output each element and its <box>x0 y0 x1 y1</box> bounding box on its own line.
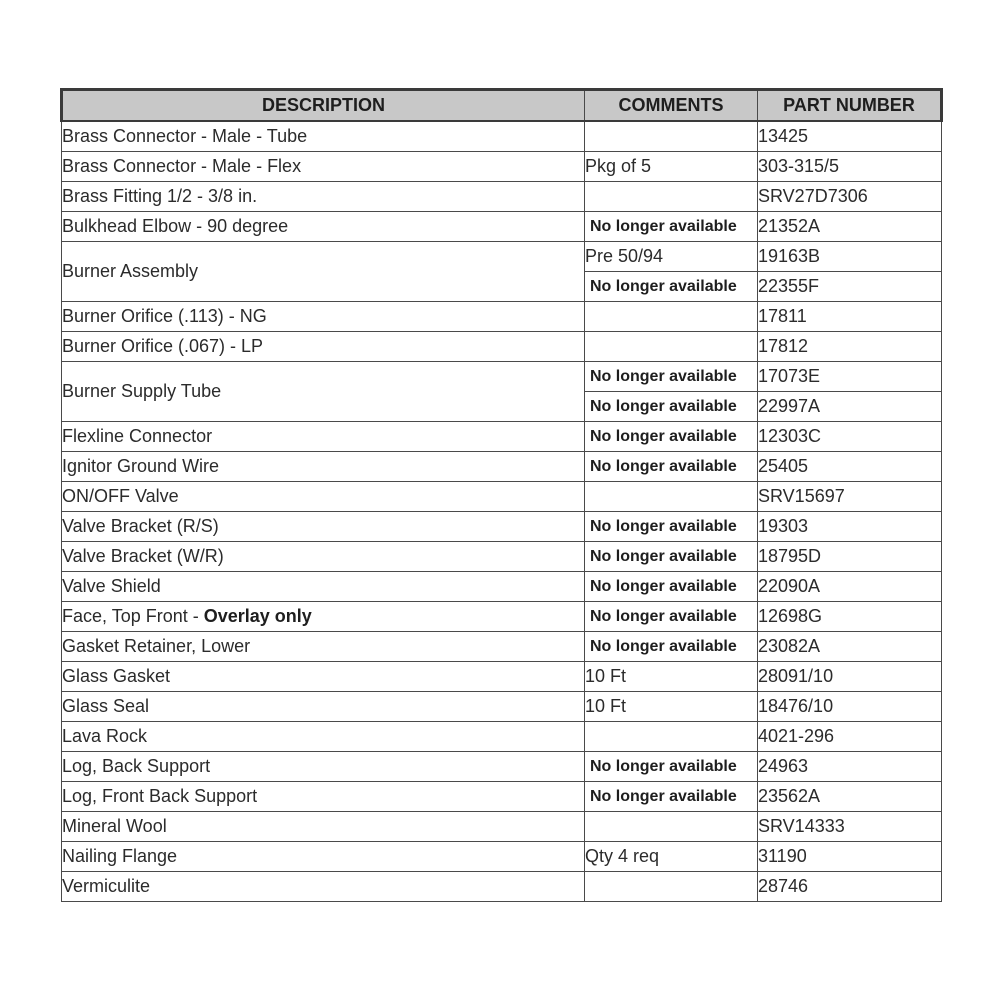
description-cell <box>62 452 585 482</box>
comment-cell-unavailable: No longer available <box>585 632 758 662</box>
table-row <box>62 422 942 452</box>
description-cell <box>62 842 585 872</box>
comment-cell <box>585 302 758 332</box>
part-number-cell: 17811 <box>758 302 942 332</box>
comment-cell-unavailable: No longer available <box>585 512 758 542</box>
comment-cell: Pkg of 5 <box>585 152 758 182</box>
part-number-cell: 303-315/5 <box>758 152 942 182</box>
description-text: Ignitor Ground Wire <box>62 456 220 476</box>
description-text: Glass Gasket <box>62 666 171 686</box>
part-number-cell: 23082A <box>758 632 942 662</box>
description-text: Glass Seal <box>62 696 150 716</box>
header-description: DESCRIPTION <box>62 90 585 122</box>
comment-cell <box>585 722 758 752</box>
description-text: Burner Orifice (.067) - LP <box>62 336 264 356</box>
description-cell <box>62 752 585 782</box>
comment-cell <box>585 872 758 902</box>
part-number-cell: 28091/10 <box>758 662 942 692</box>
table-row <box>62 452 942 482</box>
table-row <box>62 842 942 872</box>
comment-cell-unavailable: No longer available <box>585 422 758 452</box>
comment-cell-unavailable: No longer available <box>585 752 758 782</box>
table-row <box>62 752 942 782</box>
part-number-cell: 12303C <box>758 422 942 452</box>
description-text: ON/OFF Valve <box>62 486 179 506</box>
description-cell <box>62 632 585 662</box>
parts-table <box>60 88 943 902</box>
part-number-cell: 4021-296 <box>758 722 942 752</box>
table-row <box>62 512 942 542</box>
description-cell <box>62 662 585 692</box>
description-text: Gasket Retainer, Lower <box>62 636 251 656</box>
description-cell <box>62 422 585 452</box>
part-number-cell: 13425 <box>758 121 942 152</box>
part-number-cell: 22090A <box>758 572 942 602</box>
description-text: Vermiculite <box>62 876 151 896</box>
comment-cell-unavailable: No longer available <box>585 452 758 482</box>
comment-cell <box>585 812 758 842</box>
description-text: Face, Top Front - <box>62 606 204 626</box>
part-number-cell: 31190 <box>758 842 942 872</box>
description-cell <box>62 242 585 302</box>
description-cell <box>62 362 585 422</box>
table-row <box>62 632 942 662</box>
table-row <box>62 812 942 842</box>
part-number-cell: 23562A <box>758 782 942 812</box>
description-text: Burner Orifice (.113) - NG <box>62 306 267 326</box>
part-number-cell: 18476/10 <box>758 692 942 722</box>
description-cell <box>62 542 585 572</box>
table-row <box>62 212 942 242</box>
table-row <box>62 152 942 182</box>
description-text: Lava Rock <box>62 726 148 746</box>
description-text: Bulkhead Elbow - 90 degree <box>62 216 289 236</box>
description-text: Mineral Wool <box>62 816 167 836</box>
comment-cell-unavailable: No longer available <box>585 362 758 392</box>
header-row <box>62 90 942 122</box>
description-cell <box>62 302 585 332</box>
part-number-cell: 19303 <box>758 512 942 542</box>
comment-cell <box>585 182 758 212</box>
header-part-number: PART NUMBER <box>758 90 942 122</box>
description-cell <box>62 512 585 542</box>
comment-cell <box>585 482 758 512</box>
description-cell <box>62 872 585 902</box>
table-row <box>62 182 942 212</box>
description-text: Nailing Flange <box>62 846 178 866</box>
comment-cell: Qty 4 req <box>585 842 758 872</box>
table-row <box>62 872 942 902</box>
table-body <box>62 121 942 902</box>
table-row <box>62 572 942 602</box>
part-number-cell: 25405 <box>758 452 942 482</box>
description-bold-text: Overlay only <box>203 606 312 626</box>
comment-cell-unavailable: No longer available <box>585 212 758 242</box>
description-cell <box>62 602 585 632</box>
description-cell <box>62 152 585 182</box>
part-number-cell: 17073E <box>758 362 942 392</box>
description-cell <box>62 722 585 752</box>
comment-cell-unavailable: No longer available <box>585 602 758 632</box>
description-cell <box>62 182 585 212</box>
description-text: Brass Connector - Male - Flex <box>62 156 302 176</box>
part-number-cell: 21352A <box>758 212 942 242</box>
part-number-cell: 24963 <box>758 752 942 782</box>
table-row <box>62 542 942 572</box>
part-number-cell: 22355F <box>758 272 942 302</box>
part-number-cell: 17812 <box>758 332 942 362</box>
description-cell <box>62 572 585 602</box>
description-text: Brass Fitting 1/2 - 3/8 in. <box>62 186 258 206</box>
table-row <box>62 722 942 752</box>
header-comments: COMMENTS <box>585 90 758 122</box>
comment-cell: Pre 50/94 <box>585 242 758 272</box>
description-text: Valve Bracket (W/R) <box>62 546 224 566</box>
comment-cell <box>585 121 758 152</box>
description-text: Log, Front Back Support <box>62 786 258 806</box>
table-row <box>62 692 942 722</box>
part-number-cell: 12698G <box>758 602 942 632</box>
table-row <box>62 242 942 272</box>
part-number-cell: 19163B <box>758 242 942 272</box>
comment-cell: 10 Ft <box>585 692 758 722</box>
comment-cell-unavailable: No longer available <box>585 542 758 572</box>
table-row <box>62 782 942 812</box>
description-text: Burner Assembly <box>62 261 199 281</box>
table-row <box>62 482 942 512</box>
description-cell <box>62 121 585 152</box>
part-number-cell: 22997A <box>758 392 942 422</box>
description-cell <box>62 782 585 812</box>
description-cell <box>62 482 585 512</box>
description-text: Log, Back Support <box>62 756 211 776</box>
part-number-cell: SRV27D7306 <box>758 182 942 212</box>
part-number-cell: 18795D <box>758 542 942 572</box>
description-text: Burner Supply Tube <box>62 381 222 401</box>
part-number-cell: SRV14333 <box>758 812 942 842</box>
description-text: Brass Connector - Male - Tube <box>62 126 308 146</box>
description-cell <box>62 812 585 842</box>
table-row <box>62 662 942 692</box>
comment-cell-unavailable: No longer available <box>585 392 758 422</box>
description-cell <box>62 212 585 242</box>
comment-cell <box>585 332 758 362</box>
part-number-cell: 28746 <box>758 872 942 902</box>
description-text: Flexline Connector <box>62 426 213 446</box>
description-text: Valve Bracket (R/S) <box>62 516 219 536</box>
comment-cell-unavailable: No longer available <box>585 782 758 812</box>
part-number-cell: SRV15697 <box>758 482 942 512</box>
description-cell <box>62 332 585 362</box>
table-row <box>62 121 942 152</box>
comment-cell: 10 Ft <box>585 662 758 692</box>
description-text: Valve Shield <box>62 576 161 596</box>
comment-cell-unavailable: No longer available <box>585 572 758 602</box>
table-row <box>62 602 942 632</box>
table-row <box>62 302 942 332</box>
comment-cell-unavailable: No longer available <box>585 272 758 302</box>
table-row <box>62 362 942 392</box>
description-cell <box>62 692 585 722</box>
table-row <box>62 332 942 362</box>
